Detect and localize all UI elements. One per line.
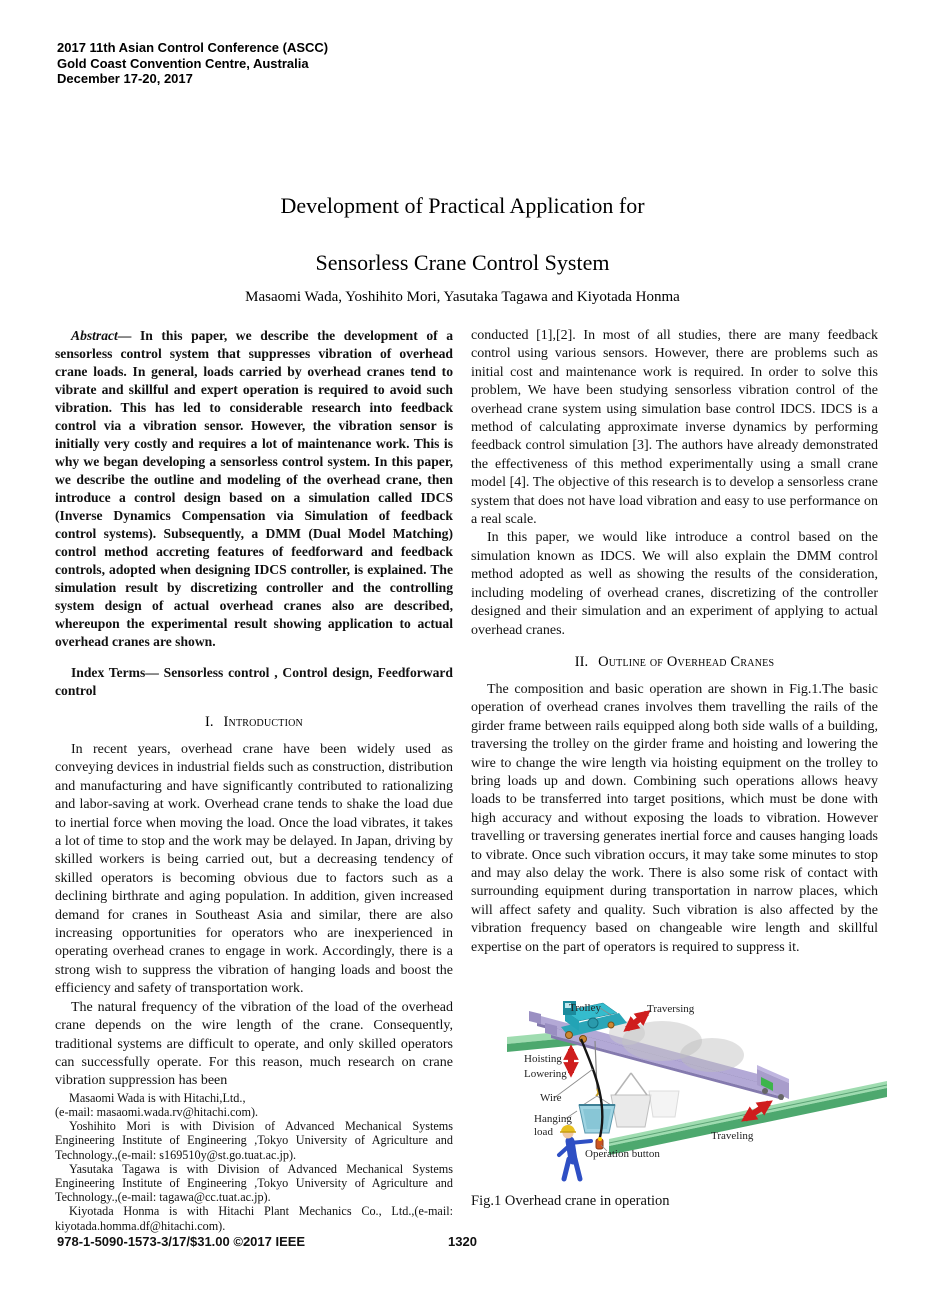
label-wire: Wire xyxy=(540,1092,562,1104)
abstract-paragraph xyxy=(55,327,453,651)
abstract-label: Abstract— xyxy=(71,328,132,343)
footnote-honma: Kiyotada Honma is with Hitachi Plant Mechanics Co., Ltd.,(e-mail: kiyotada.homma.df@hitachi.com). xyxy=(55,1204,453,1233)
page-number: 1320 xyxy=(448,1234,477,1249)
authors-line: Masaomi Wada, Yoshihito Mori, Yasutaka Tagawa and Kiyotada Honma xyxy=(245,289,680,305)
hanging-load-graphic xyxy=(579,1041,615,1133)
footnote-mori: Yoshihito Mori is with Division of Advanced Mechanical Systems Engineering Institute of Engineering ,Tokyo University of Agriculture and Technology.,(e-mail: s169510y@st.go.tuat.ac.jp). xyxy=(55,1119,453,1162)
label-hanging-load-line1: Hanging xyxy=(534,1113,572,1125)
label-lowering: Lowering xyxy=(524,1068,567,1080)
footnote-wada: Masaomi Wada is with Hitachi,Ltd., xyxy=(69,1090,246,1105)
index-terms-text: Sensorless control , Control design, Feedforward control xyxy=(55,665,453,698)
author-footnotes xyxy=(55,1091,453,1233)
two-column-body xyxy=(55,327,878,1232)
footnote-wada-email: (e-mail: masaomi.wada.rv@hitachi.com). xyxy=(55,1104,259,1119)
label-hoisting: Hoisting xyxy=(524,1053,562,1065)
outline-paragraph: The composition and basic operation are shown in Fig.1.The basic operation of overhead cranes involves them travelling the rails of the girder frame between rails equipped along both side walls of a building, traversing the trolley on the girder frame and hoisting and lowering the wire to change the wire length via hoisting equipment on the trolley to bring loads up and down. Combining such operations allows heavy loads to be transferred into target positions, which must be done with high accuracy and without exposing the loads to vibration. However travelling or traversing generates inertial force and causes hanging loads to vibrate. Once such vibration occurs, it may take some minutes to stop and may also delay the work. There is also some risk of contact with surrounding equipment during transportation in narrow places, which will affect safety and quality. Such vibration is also affected by the vibration frequency based on changeable wire length and skillful expertise on the part of operators is required to suppress it. xyxy=(471,681,878,955)
label-traversing: Traversing xyxy=(647,1003,695,1015)
paper-overview-paragraph: In this paper, we would like introduce a control based on the simulation known as IDCS. We will also explain the DMM control method adopted as well as showing the results of the consideration, including modeling of overhead cranes, discretizing of the controller designed and their simulation and an experiment of applying to actual overhead cranes. xyxy=(471,530,878,638)
footnote-tagawa: Yasutaka Tagawa is with Division of Advanced Mechanical Systems Engineering Institute of Engineering ,Tokyo University of Agriculture and Technology.,(e-mail: tagawa@cc.tuat.ac.jp). xyxy=(55,1161,453,1205)
overhead-crane-illustration xyxy=(507,993,887,1185)
left-column xyxy=(55,327,453,1232)
paper-title-line2: Sensorless Crane Control System xyxy=(315,250,610,275)
index-terms-label: Index Terms— xyxy=(71,665,159,680)
section-numeral: II. xyxy=(574,653,589,670)
conference-dates: December 17-20, 2017 xyxy=(57,71,193,86)
conference-venue: Gold Coast Convention Centre, Australia xyxy=(57,55,309,71)
copyright-line: 978-1-5090-1573-3/17/$31.00 ©2017 IEEE xyxy=(57,1234,306,1249)
intro-paragraph-2: The natural frequency of the vibration of the load of the overhead crane depends on the wire length of the crane. Consequently, traditional systems are difficult to operate, and only skilled operators can successfully operate. For this reason, much research on crane vibration suppression has been xyxy=(55,999,453,1089)
continuation-paragraph: conducted [1],[2]. In most of all studies, there are many feedback control using various sensors. However, there are problems such as initial cost and maintenance work is required. In order to solve this problem, We have been studying sensorless vibration control of the overhead crane system using simulation base control IDCS. IDCS is a method of calculating approximate inverse dynamics by performing feedback control simulation [3]. The authors have already demonstrated the effectiveness of this method experimentally using a small crane model [4]. The objective of this research is to develop a sensorless crane system that does not have load vibration and easy to use performance on a real scale. xyxy=(471,328,878,528)
section-heading-introduction xyxy=(55,714,453,731)
section-numeral: I. xyxy=(205,714,214,730)
conference-header xyxy=(57,40,328,87)
abstract-text: In this paper, we describe the development of a sensorless control system that suppresses vibration of overhead crane loads. In general, loads carried by overhead cranes tend to vibrate and skillful and expert operation is required to avoid such vibration. This has led to considerable research into feedback control via a vibration sensor. However, the vibration sensor is initially very costly and requires a lot of maintenance work. This is why we began developing a sensorless control system. In this paper, we describe the outline and modeling of the overhead crane, then introduce a control design based on a simulation called IDCS (Inverse Dynamics Compensation via Simulation of feedback control systems). Subsequently, a DMM (Dual Model Matching) control method accreting features of feedforward and feedback controls, adopted when designing IDCS controller, is explained. The simulation result by discretizing controller and the controlling system design of actual overhead cranes also are described, whereupon the experimental result showing application to actual overhead cranes are shown. xyxy=(55,328,453,649)
paper-title-line1: Development of Practical Application for xyxy=(280,193,645,218)
figure-1-caption: Fig.1 Overhead crane in operation xyxy=(471,1193,670,1209)
index-terms-paragraph xyxy=(55,664,453,700)
section-title: Introduction xyxy=(223,714,303,730)
label-hanging-load-line2: load xyxy=(534,1126,553,1138)
section-heading-outline xyxy=(471,654,878,671)
conference-name: 2017 11th Asian Control Conference (ASCC) xyxy=(57,40,329,55)
label-trolley: Trolley xyxy=(569,1002,601,1014)
label-operation-button: Operation button xyxy=(585,1148,660,1160)
intro-paragraph-1: In recent years, overhead crane have been widely used as conveying devices in industrial fields such as construction, distribution and manufacturing and have significantly contributed to rationalizing and labor-saving at work. Overhead crane tends to shake the load due to inertial force when moving the load. Once the load vibrates, it takes a lot of time to stop and the work may be delayed. In Japan, driving by skilled workers is being carried out, but a decreasing tendency of skilled operators is becoming obvious due to factors such as a declining birthrate and aging population. In addition, given increased demand for cranes in Southeast Asia and similar, there are also increasing opportunities for operators who are inexperienced in operating overhead cranes to engage in work. Accordingly, there is a strong wish to suppress the vibration of hanging loads and boost the efficiency and safety of transportation work. xyxy=(55,742,453,997)
right-column xyxy=(471,327,878,1232)
figure-1 xyxy=(471,993,878,1232)
label-traveling: Traveling xyxy=(711,1130,754,1142)
section-title: Outline of Overhead Cranes xyxy=(598,653,775,670)
